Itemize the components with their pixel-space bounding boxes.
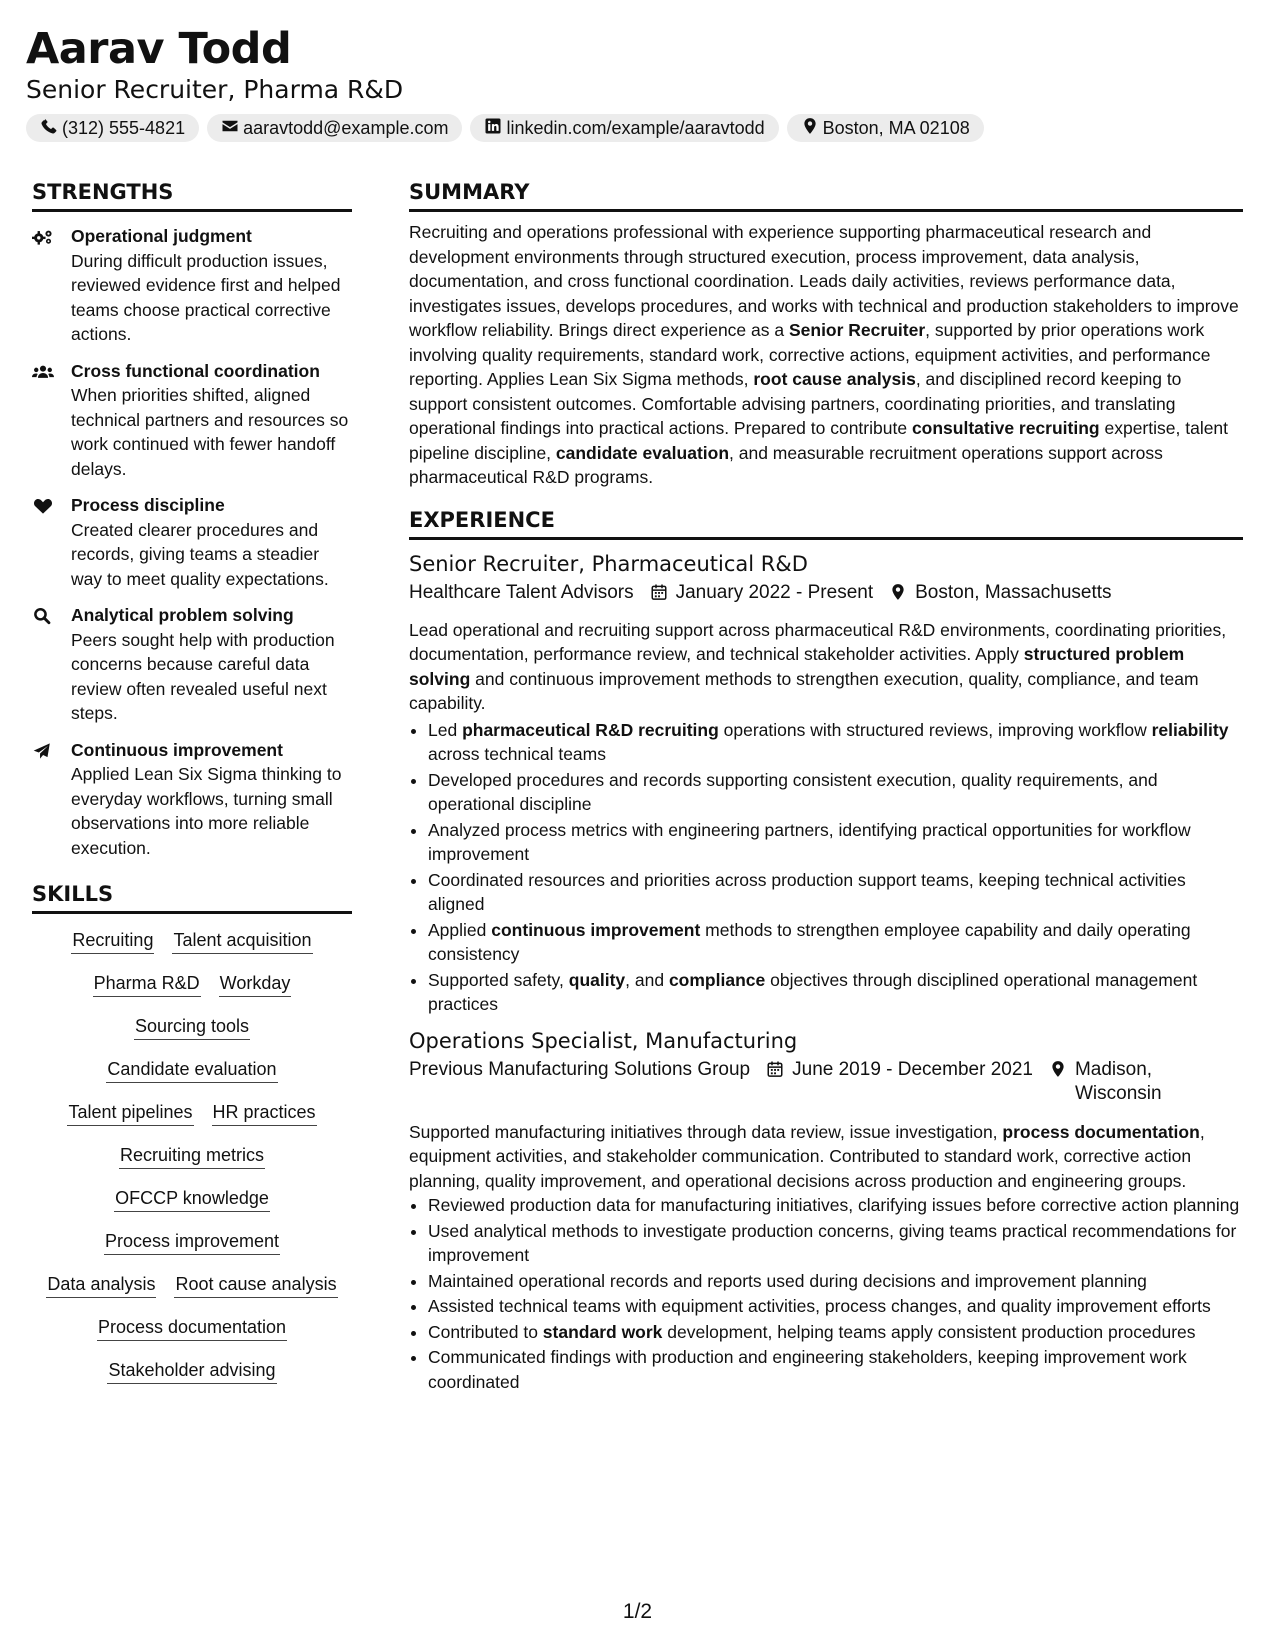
text-run: , supported by prior operations work involving quality requirements, standard work, corrective actions, equipment activities, and performance reporting. Applies Lean Six Sigma methods, [409, 320, 1211, 389]
page-number: 1/2 [622, 1600, 653, 1623]
job-dates: June 2019 - December 2021 [792, 1058, 1033, 1080]
job-bullet [428, 1345, 1243, 1394]
job-meta [409, 1058, 1243, 1106]
job-entry [409, 550, 1243, 1017]
strength-text: Applied Lean Six Sigma thinking to everyday workflows, turning small observations into more reliable execution. [71, 764, 342, 858]
strengths-heading: STRENGTHS [32, 176, 352, 212]
skill-tag: Talent pipelines [67, 1100, 193, 1126]
emphasis-text: reliability [1151, 719, 1229, 740]
skill-tag: Candidate evaluation [106, 1057, 277, 1083]
skill-tag: Data analysis [46, 1272, 156, 1298]
job-location: Madison, Wisconsin [1074, 1058, 1162, 1104]
candidate-name: Aarav Todd [26, 24, 292, 74]
job-bullet [428, 868, 1243, 917]
job-entry [409, 1027, 1243, 1395]
job-bullets [409, 1193, 1243, 1394]
text-run: Led [428, 719, 463, 740]
map-pin-icon [801, 117, 819, 140]
strength-item [32, 224, 352, 347]
job-bullet [428, 768, 1243, 817]
text-run: , and measurable recruitment operations support across pharmaceutical R&D programs. [409, 442, 1163, 487]
map-pin-icon [873, 581, 915, 609]
skill-tag: Sourcing tools [134, 1014, 250, 1040]
calendar-icon [750, 1058, 792, 1086]
text-run: , and [625, 969, 669, 990]
text-run: Contributed to [428, 1321, 543, 1342]
skills-heading: SKILLS [32, 878, 352, 914]
job-company: Healthcare Talent Advisors [409, 581, 634, 603]
skill-tag: Recruiting metrics [119, 1143, 265, 1169]
job-bullet [428, 718, 1243, 767]
strength-title: Continuous improvement [71, 739, 283, 760]
text-run: Lead operational and recruiting support across pharmaceutical R&D environments, coordinating priorities, documentation, performance review, and technical stakeholder activities. Apply [409, 619, 1227, 664]
strength-text: Peers sought help with production concerns because careful data review often revealed useful next steps. [71, 629, 335, 723]
text-run: operations with structured reviews, improving workflow [718, 719, 1152, 740]
job-title: Senior Recruiter, Pharmaceutical R&D [409, 551, 808, 576]
text-run: Supported safety, [428, 969, 569, 990]
right-column [409, 176, 1243, 1394]
skill-tag: OFCCP knowledge [114, 1186, 270, 1212]
job-dates-item [750, 1058, 1033, 1086]
summary-text [409, 220, 1243, 490]
envelope-icon [221, 117, 239, 140]
job-description [409, 1120, 1243, 1194]
strength-title: Operational judgment [71, 226, 252, 246]
strength-text: When priorities shifted, aligned technical partners and resources so work continued with fewer handoff delays. [71, 385, 349, 479]
emphasis-text: process documentation [1002, 1121, 1200, 1142]
emphasis-text: compliance [668, 969, 766, 990]
skill-row [71, 928, 312, 954]
skill-tag: Process documentation [97, 1315, 287, 1341]
job-description [409, 618, 1243, 716]
contact-location [787, 114, 984, 142]
magnifier-icon [32, 603, 71, 726]
linkedin-icon [484, 117, 502, 140]
strength-title: Cross functional coordination [71, 360, 320, 381]
strength-item [32, 603, 352, 726]
skill-tag: Recruiting [71, 928, 154, 954]
phone-icon [40, 117, 58, 140]
job-bullets [409, 718, 1243, 1017]
skill-tag: Talent acquisition [172, 928, 312, 954]
contact-email[interactable] [207, 114, 462, 142]
contact-linkedin[interactable] [470, 114, 778, 142]
skill-tag: Root cause analysis [174, 1272, 337, 1298]
skill-row [107, 1358, 276, 1384]
text-run: development, helping teams apply consistent production procedures [662, 1321, 1196, 1342]
skill-row [97, 1315, 287, 1341]
calendar-icon [634, 581, 676, 609]
job-bullet [428, 818, 1243, 867]
text-run: Reviewed production data for manufacturing initiatives, clarifying issues before corrective action planning [428, 1195, 1240, 1215]
text-run: , equipment activities, and stakeholder communication. Contributed to standard work, corrective action planning, quality improvement, and operational decisions across production and engineering groups. [409, 1121, 1205, 1191]
skill-row [114, 1186, 270, 1212]
emphasis-text: candidate evaluation [555, 442, 730, 463]
text-run: Applied [428, 919, 492, 940]
skill-row [104, 1229, 280, 1255]
resume-header [26, 22, 1246, 142]
job-bullet [428, 1320, 1243, 1345]
contact-phone[interactable] [26, 114, 199, 142]
skill-tag: HR practices [212, 1100, 317, 1126]
text-run: across technical teams [428, 744, 606, 764]
emphasis-text: standard work [542, 1321, 663, 1342]
skills-list [32, 928, 352, 1384]
text-run: Maintained operational records and reports used during decisions and improvement planning [428, 1270, 1147, 1291]
skill-tag: Stakeholder advising [107, 1358, 276, 1384]
text-run: objectives through disciplined operational management practices [428, 969, 1198, 1014]
job-dates: January 2022 - Present [675, 581, 874, 603]
job-title: Operations Specialist, Manufacturing [409, 1028, 798, 1053]
emphasis-text: quality [568, 969, 626, 990]
experience-heading: EXPERIENCE [409, 504, 1243, 540]
skill-row [93, 971, 292, 997]
job-location-item [873, 581, 1111, 609]
job-bullet [428, 1269, 1243, 1294]
text-run: expertise, talent pipeline discipline, [409, 418, 1229, 463]
emphasis-text: continuous improvement [491, 919, 701, 940]
job-bullet [428, 968, 1243, 1017]
skill-tag: Pharma R&D [93, 971, 201, 997]
summary-heading: SUMMARY [409, 176, 1243, 212]
strength-item [32, 359, 352, 482]
skill-row [67, 1100, 316, 1126]
text-run: and continuous improvement methods to strengthen execution, quality, compliance, and team capability. [409, 668, 1199, 713]
text-run: Communicated findings with production and engineering stakeholders, keeping improvement work coordinated [428, 1347, 1187, 1392]
strength-item [32, 738, 352, 861]
contact-linkedin-text: linkedin.com/example/aaravtodd [506, 117, 765, 138]
job-bullet [428, 1219, 1243, 1268]
experience-list [409, 550, 1243, 1395]
emphasis-text: pharmaceutical R&D recruiting [462, 719, 719, 740]
skill-tag: Workday [219, 971, 292, 997]
skill-row [106, 1057, 277, 1083]
text-run: Coordinated resources and priorities across production support teams, keeping technical activities aligned [428, 869, 1186, 914]
job-meta [409, 581, 1243, 609]
skill-row [46, 1272, 337, 1298]
strength-text: Created clearer procedures and records, giving teams a steadier way to meet quality expectations. [71, 519, 329, 589]
candidate-title: Senior Recruiter, Pharma R&D [26, 75, 404, 104]
text-run: Developed procedures and records supporting consistent execution, quality requirements, and operational discipline [428, 769, 1158, 814]
contact-phone-text: (312) 555-4821 [62, 117, 186, 138]
strength-item [32, 493, 352, 591]
contact-email-text: aaravtodd@example.com [243, 117, 449, 138]
contact-location-text: Boston, MA 02108 [822, 117, 970, 138]
emphasis-text: consultative recruiting [911, 418, 1100, 438]
text-run: Analyzed process metrics with engineering partners, identifying practical opportunities for workflow improvement [428, 819, 1191, 864]
job-bullet [428, 1193, 1243, 1218]
map-pin-icon [1033, 1058, 1075, 1086]
contact-bar [26, 114, 1246, 142]
job-company: Previous Manufacturing Solutions Group [409, 1058, 751, 1080]
skill-tag: Process improvement [104, 1229, 280, 1255]
text-run: Recruiting and operations professional with experience supporting pharmaceutical research and development environments through structured execution, process improvement, data analysis, documentation, and cross functional coordination. Leads daily activities, reviews performance data, investigates issues, develops procedures, and works with technical and production stakeholders to improve workflow reliability. Brings direct experience as a [409, 222, 1239, 340]
emphasis-text: Senior Recruiter [788, 320, 926, 340]
job-location-item [1033, 1058, 1185, 1106]
job-bullet [428, 918, 1243, 967]
strength-title: Process discipline [71, 495, 225, 515]
people-group-icon [32, 359, 71, 482]
heart-icon [32, 493, 71, 591]
gears-icon [32, 224, 71, 347]
text-run: Supported manufacturing initiatives through data review, issue investigation, [409, 1121, 1003, 1142]
left-column [32, 176, 352, 1384]
job-bullet [428, 1294, 1243, 1319]
paper-plane-icon [32, 738, 71, 861]
job-dates-item [634, 581, 874, 609]
text-run: , and disciplined record keeping to support consistent outcomes. Comfortable advising partners, coordinating priorities, and translating operational findings into practical actions. Prepared to contribute [409, 369, 1182, 438]
emphasis-text: structured problem solving [409, 644, 1185, 689]
emphasis-text: root cause analysis [753, 369, 916, 389]
text-run: methods to strengthen employee capability and daily operating consistency [428, 919, 1191, 964]
text-run: Assisted technical teams with equipment activities, process changes, and quality improvement efforts [428, 1296, 1211, 1316]
skill-row [134, 1014, 250, 1040]
strength-title: Analytical problem solving [71, 605, 294, 625]
text-run: Used analytical methods to investigate production concerns, giving teams practical recommendations for improvement [428, 1220, 1237, 1265]
skill-row [119, 1143, 265, 1169]
strength-text: During difficult production issues, reviewed evidence first and helped teams choose practical corrective actions. [71, 250, 341, 344]
strengths-list [32, 224, 352, 860]
job-location: Boston, Massachusetts [915, 581, 1112, 603]
